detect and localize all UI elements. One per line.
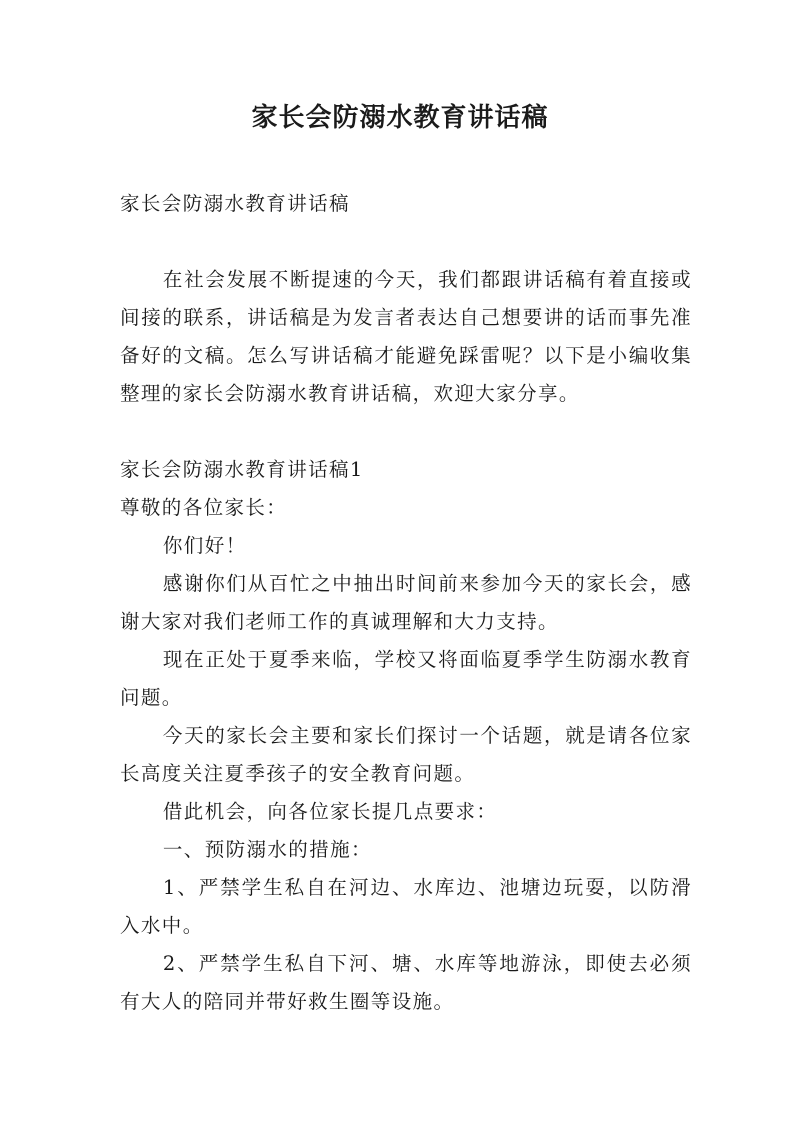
document-body: [120, 185, 692, 1021]
document-subtitle: 家长会防溺水教育讲话稿: [120, 192, 350, 215]
measures-heading: 一、预防溺水的措施：: [162, 838, 372, 861]
measure-item-2: 2、严禁学生私自下河、塘、水库等地游泳，即使去必须有大人的陪同并带好救生圈等设施。: [120, 952, 692, 1013]
greeting-paragraph: 你们好！: [162, 534, 247, 557]
requirements-intro-paragraph: 借此机会，向各位家长提几点要求：: [162, 800, 498, 823]
intro-paragraph: 在社会发展不断提速的今天，我们都跟讲话稿有着直接或间接的联系，讲话稿是为发言者表达自己想要讲的话而事先准备好的文稿。怎么写讲话稿才能避免踩雷呢？以下是小编收集整理的家长会防溺水教育讲话稿，欢迎大家分享。: [120, 268, 692, 405]
section-heading: 家长会防溺水教育讲话稿1: [120, 458, 364, 481]
document-title: 家长会防溺水教育讲话稿: [251, 103, 549, 133]
thanks-paragraph: 感谢你们从百忙之中抽出时间前来参加今天的家长会，感谢大家对我们老师工作的真诚理解和大力支持。: [120, 572, 692, 633]
measure-item-1: 1、严禁学生私自在河边、水库边、池塘边玩耍，以防滑入水中。: [120, 876, 692, 937]
topic-paragraph: 今天的家长会主要和家长们探讨一个话题，就是请各位家长高度关注夏季孩子的安全教育问题。: [120, 724, 692, 785]
salutation: 尊敬的各位家长：: [120, 496, 288, 519]
summer-paragraph: 现在正处于夏季来临，学校又将面临夏季学生防溺水教育问题。: [120, 648, 692, 709]
